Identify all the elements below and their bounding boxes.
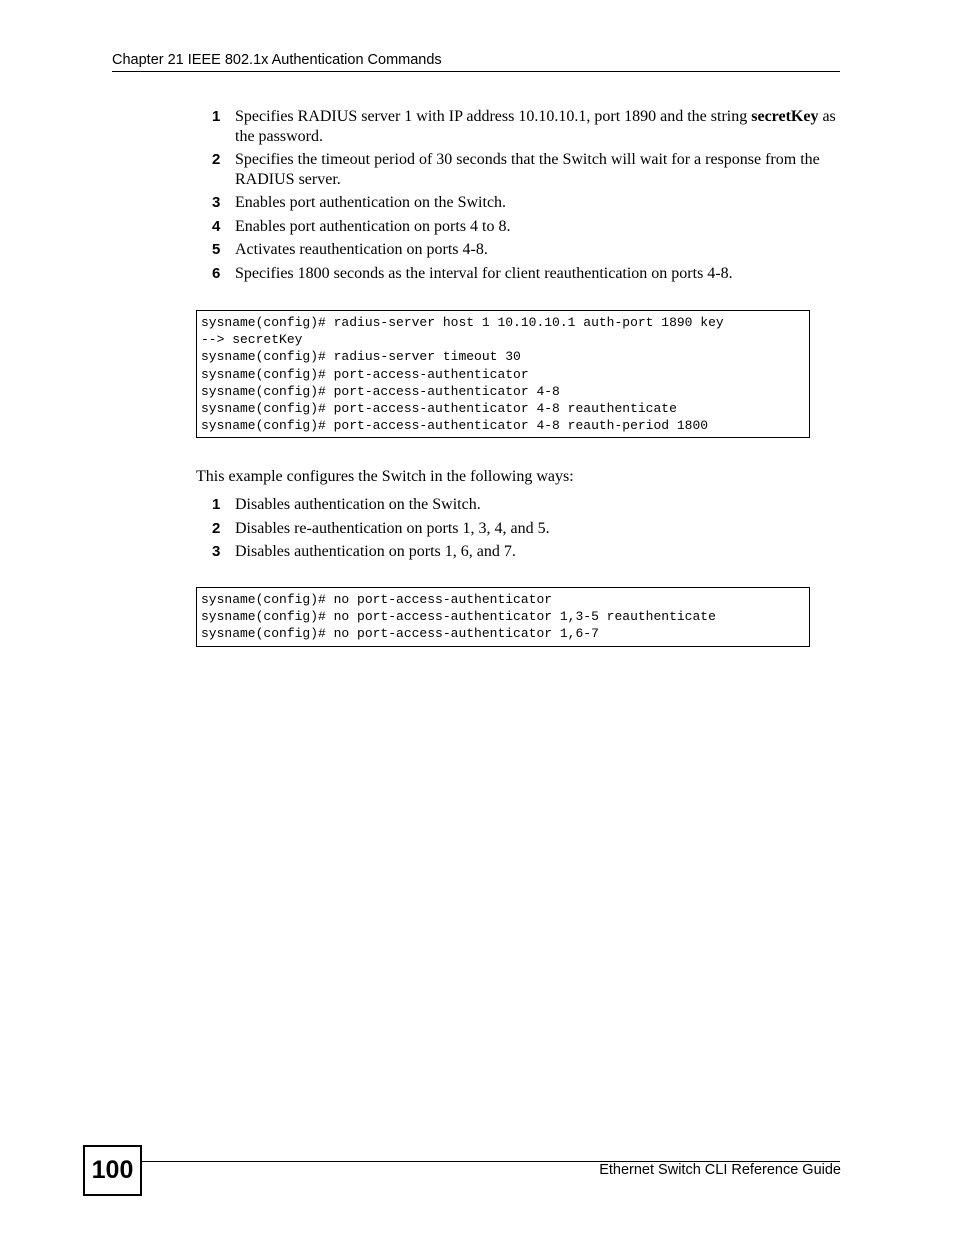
step-text: Specifies 1800 seconds as the interval for client reauthentication on ports 4-8. — [235, 264, 733, 282]
code-line: sysname(config)# port-access-authenticator — [201, 366, 529, 382]
steps-list-2 — [212, 495, 852, 562]
step-text: Enables port authentication on the Switch. — [235, 194, 507, 211]
code-line: sysname(config)# radius-server host 1 10.10.10.1 auth-port 1890 key — [201, 315, 724, 330]
code-line: sysname(config)# port-access-authenticator 4-8 reauthenticate — [201, 401, 677, 417]
code-block-1 — [196, 310, 810, 438]
code-line: sysname(config)# radius-server timeout 30 — [201, 349, 521, 365]
list-item — [212, 193, 852, 213]
code-line: sysname(config)# no port-access-authenticator — [201, 592, 553, 607]
page-header — [112, 52, 840, 72]
step-text-bold: secretKey — [751, 108, 819, 125]
list-item — [212, 519, 852, 539]
code-line: --> secretKey — [201, 332, 303, 348]
step-text: Activates reauthentication on ports 4-8. — [235, 241, 488, 258]
chapter-title: Chapter 21 IEEE 802.1x Authentication Commands — [112, 52, 442, 68]
step-number: 6 — [212, 264, 221, 282]
step-text: Disables re-authentication on ports 1, 3, 4, and 5. — [235, 519, 550, 537]
guide-title: Ethernet Switch CLI Reference Guide — [599, 1162, 841, 1178]
step-number: 5 — [212, 241, 221, 258]
step-number: 2 — [212, 151, 221, 168]
page-number: 100 — [83, 1145, 142, 1196]
step-text: Enables port authentication on ports 4 to 8. — [235, 217, 511, 235]
step-number: 3 — [212, 194, 221, 211]
step-text: Specifies RADIUS server 1 with IP address 10.10.10.1, port 1890 and the string — [235, 108, 752, 125]
list-item — [212, 240, 852, 260]
steps-list-1 — [212, 107, 852, 284]
step-number: 1 — [212, 496, 221, 513]
intro-paragraph: This example configures the Switch in the following ways: — [196, 468, 574, 485]
code-block-2 — [196, 587, 810, 647]
step-number: 3 — [212, 543, 221, 560]
step-text: Disables authentication on ports 1, 6, and 7. — [235, 543, 516, 560]
code-line: sysname(config)# no port-access-authenticator 1,6-7 — [201, 626, 599, 642]
code-line: sysname(config)# no port-access-authenticator 1,3-5 reauthenticate — [201, 609, 716, 625]
step-text: as the password. — [235, 108, 836, 145]
step-number: 2 — [212, 519, 221, 537]
list-item — [212, 495, 852, 515]
list-item — [212, 217, 852, 237]
code-line: sysname(config)# port-access-authenticator 4-8 — [201, 383, 560, 399]
code-line: sysname(config)# port-access-authenticator 4-8 reauth-period 1800 — [201, 418, 709, 434]
list-item — [212, 107, 852, 147]
list-item — [212, 150, 852, 190]
step-text: Specifies the timeout period of 30 seconds that the Switch will wait for a response from the RADIUS server. — [235, 151, 820, 188]
list-item — [212, 264, 852, 284]
step-number: 4 — [212, 217, 221, 235]
list-item — [212, 542, 852, 562]
step-text: Disables authentication on the Switch. — [235, 496, 481, 513]
step-number: 1 — [212, 108, 221, 125]
